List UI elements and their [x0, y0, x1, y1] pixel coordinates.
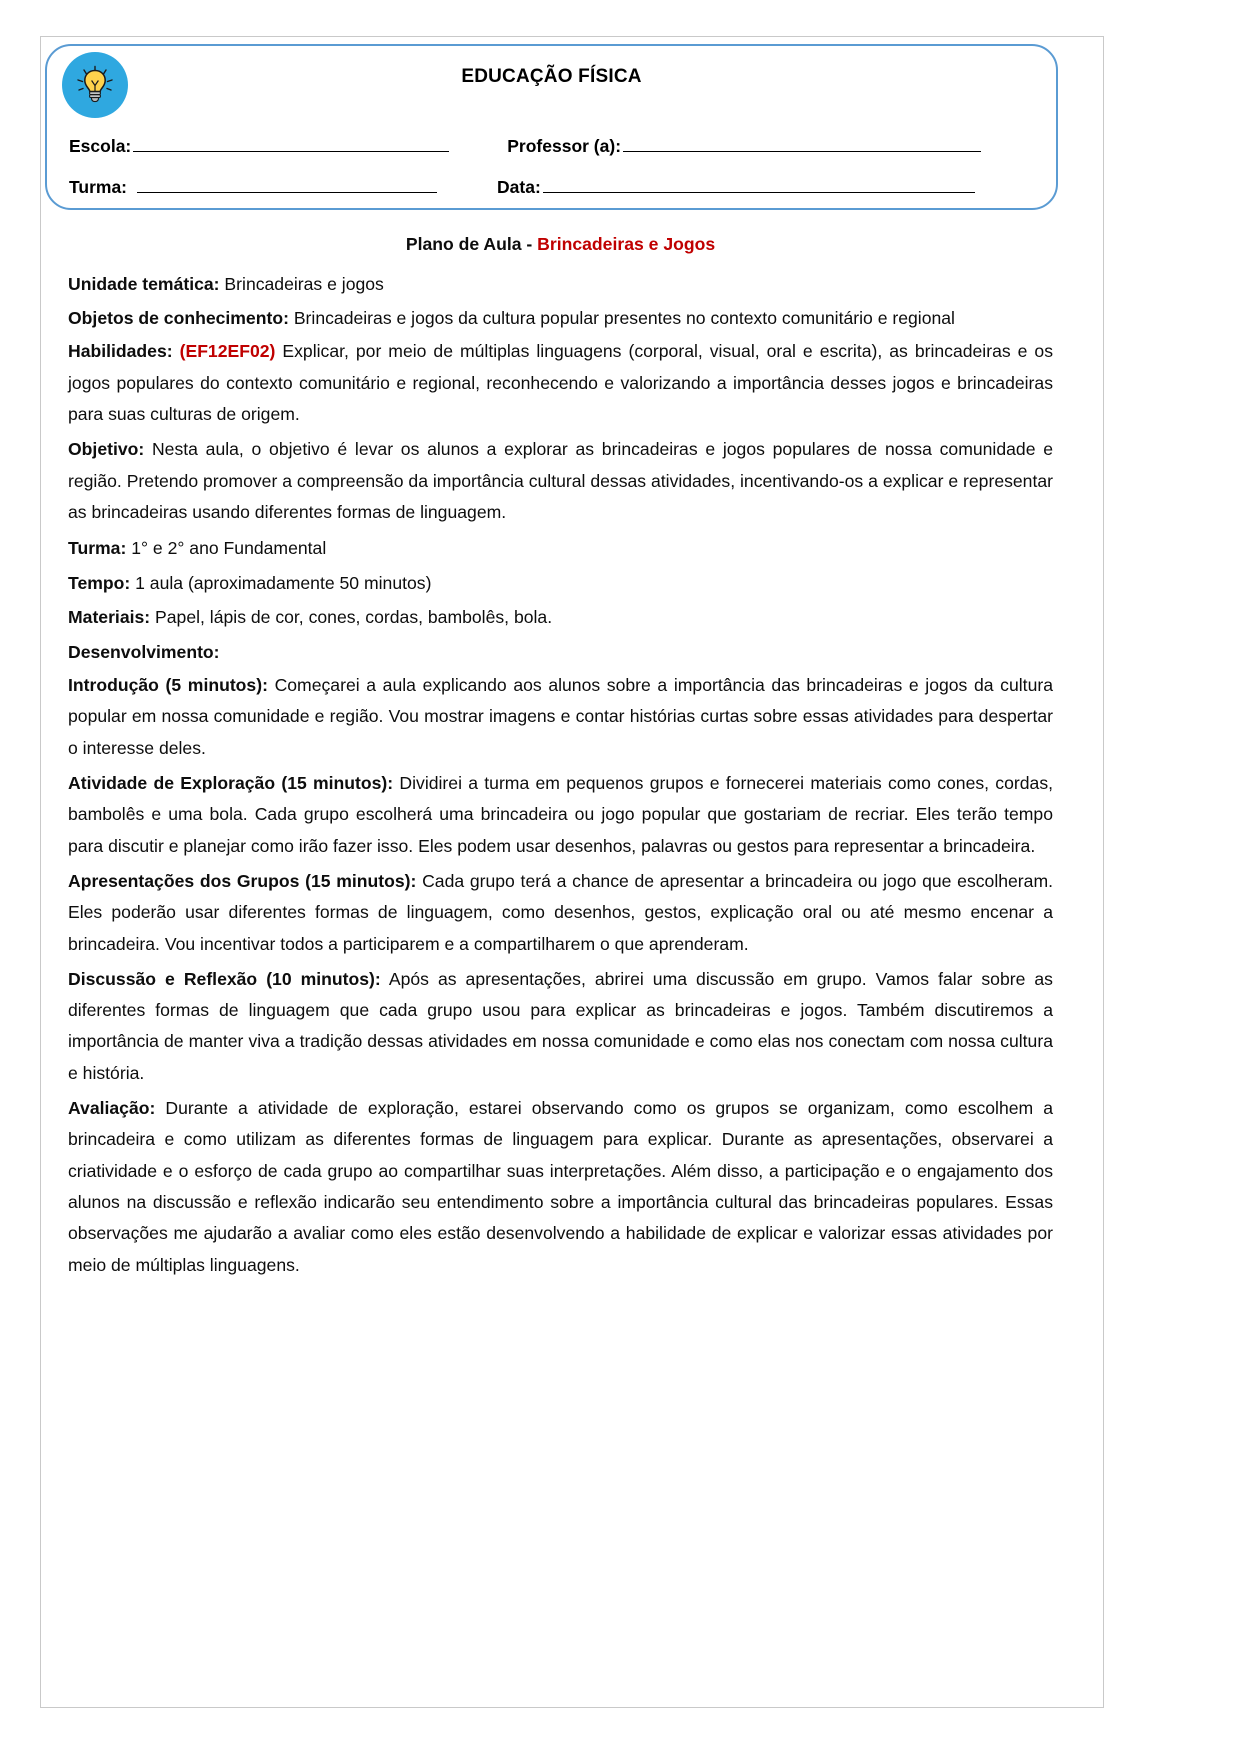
section-discussao-reflexao: [68, 964, 1053, 1089]
section-objetos-conhecimento: [68, 302, 1053, 335]
section-unidade-tematica: [68, 268, 1053, 301]
escola-field[interactable]: [69, 136, 449, 157]
introducao-text: Começarei a aula explicando aos alunos sobre a importância das brincadeiras e jogos da cultura popular em nossa comunidade e região. Vou mostrar imagens e contar histórias curtas sobre essas atividades para despertar o interesse deles.: [68, 675, 1053, 758]
section-introducao: [68, 670, 1053, 764]
exploracao-text: Dividirei a turma em pequenos grupos e fornecerei materiais como cones, cordas, bambolês e uma bola. Cada grupo escolherá uma brincadeira ou jogo popular que gostariam de recriar. Eles terão tempo para discutir e planejar como irão fazer isso. Eles podem usar desenhos, palavras ou gestos para representar a brincadeira.: [68, 772, 1054, 856]
turma-label: Turma:: [69, 177, 128, 197]
exploracao-label: Atividade de Exploração (15 minutos):: [68, 772, 394, 793]
page-title-prefix: Plano de Aula -: [405, 234, 538, 254]
desenvolvimento-label: Desenvolvimento:: [68, 641, 220, 662]
habilidades-label: Habilidades:: [68, 341, 173, 362]
section-atividade-exploracao: [68, 768, 1053, 862]
materiais-label: Materiais:: [68, 607, 151, 628]
header-field-row-1: [47, 136, 1056, 157]
turma-input-line[interactable]: [137, 177, 437, 193]
unidade-text: Brincadeiras e jogos: [219, 273, 384, 294]
section-desenvolvimento: [68, 636, 1053, 669]
escola-label: Escola:: [69, 136, 132, 156]
turma-section-text: 1° e 2° ano Fundamental: [126, 538, 327, 559]
section-habilidades: [68, 336, 1053, 430]
discussao-text: Após as apresentações, abrirei uma discussão em grupo. Vamos falar sobre as diferentes formas de linguagem que cada grupo usou para explicar as brincadeiras e jogos. Também discutiremos a importância de manter viva a tradição dessas atividades em nossa comunidade e como elas nos conectam com nossa cultura e história.: [68, 968, 1053, 1083]
header-field-row-2: [47, 177, 1056, 198]
bncc-code: (EF12EF02): [179, 341, 276, 362]
discussao-label: Discussão e Reflexão (10 minutos):: [68, 968, 381, 989]
unidade-label: Unidade temática:: [68, 273, 220, 294]
data-label: Data:: [497, 177, 541, 197]
page-title: [68, 236, 1053, 254]
habilidades-text: Explicar, por meio de múltiplas linguagens (corporal, visual, oral e escrita), as brincadeiras e os jogos populares do contexto comunitário e regional, reconhecendo e valorizando a importância desses jogos e brincadeiras para suas culturas de origem.: [68, 341, 1053, 425]
introducao-label: Introdução (5 minutos):: [68, 675, 268, 695]
objetivo-label: Objetivo:: [68, 439, 145, 460]
data-input-line[interactable]: [543, 177, 975, 193]
turma-field[interactable]: [69, 177, 437, 198]
header-title-row: [47, 46, 1056, 120]
data-field[interactable]: [497, 177, 975, 198]
apresentacoes-label: Apresentações dos Grupos (15 minutos):: [68, 870, 417, 891]
section-avaliacao: [68, 1093, 1053, 1281]
section-tempo: [68, 567, 1053, 600]
avaliacao-text: Durante a atividade de exploração, estarei observando como os grupos se organizam, como escolhem a brincadeira e como utilizam as diferentes formas de linguagem para explicar. Durante as apresentações, observarei a criatividade e o esforço de cada grupo ao compartilhar suas interpretações. Além disso, a participação e o engajamento dos alunos na discussão e reflexão indicarão seu entendimento sobre a importância cultural das brincadeiras populares. Essas observações me ajudarão a avaliar como eles estão desenvolvendo a habilidade de explicar e valorizar essas atividades por meio de múltiplas linguagens.: [68, 1098, 1053, 1275]
objetivo-text: Nesta aula, o objetivo é levar os alunos a explorar as brincadeiras e jogos populares de nossa comunidade e região. Pretendo promover a compreensão da importância cultural dessas atividades, incentivando-os a explicar e representar as brincadeiras usando diferentes formas de linguagem.: [68, 439, 1053, 522]
avaliacao-label: Avaliação:: [68, 1098, 156, 1119]
header-title: EDUCAÇÃO FÍSICA: [461, 66, 642, 87]
section-turma: [68, 532, 1053, 565]
tempo-label: Tempo:: [68, 572, 131, 593]
objetos-text: Brincadeiras e jogos da cultura popular presentes no contexto comunitário e regional: [288, 308, 955, 329]
section-materiais: [68, 601, 1053, 634]
objetos-label: Objetos de conhecimento:: [68, 308, 289, 329]
apresentacoes-text: Cada grupo terá a chance de apresentar a brincadeira ou jogo que escolheram. Eles poderão usar diferentes formas de linguagem, como desenhos, gestos, explicação oral ou até mesmo encenar a brincadeira. Vou incentivar todos a participarem e a compartilharem o que aprenderam.: [68, 870, 1053, 954]
page-title-accent: Brincadeiras e Jogos: [537, 234, 716, 254]
section-apresentacoes-grupos: [68, 866, 1053, 960]
header-box: [45, 44, 1058, 210]
professor-input-line[interactable]: [623, 136, 981, 152]
section-objetivo: [68, 434, 1053, 528]
professor-field[interactable]: [507, 136, 981, 157]
escola-input-line[interactable]: [133, 136, 449, 152]
lesson-plan-content: [68, 236, 1053, 1285]
turma-section-label: Turma:: [68, 538, 127, 559]
materiais-text: Papel, lápis de cor, cones, cordas, bambolês, bola.: [150, 607, 553, 628]
tempo-text: 1 aula (aproximadamente 50 minutos): [130, 572, 432, 593]
professor-label: Professor (a):: [507, 136, 622, 156]
